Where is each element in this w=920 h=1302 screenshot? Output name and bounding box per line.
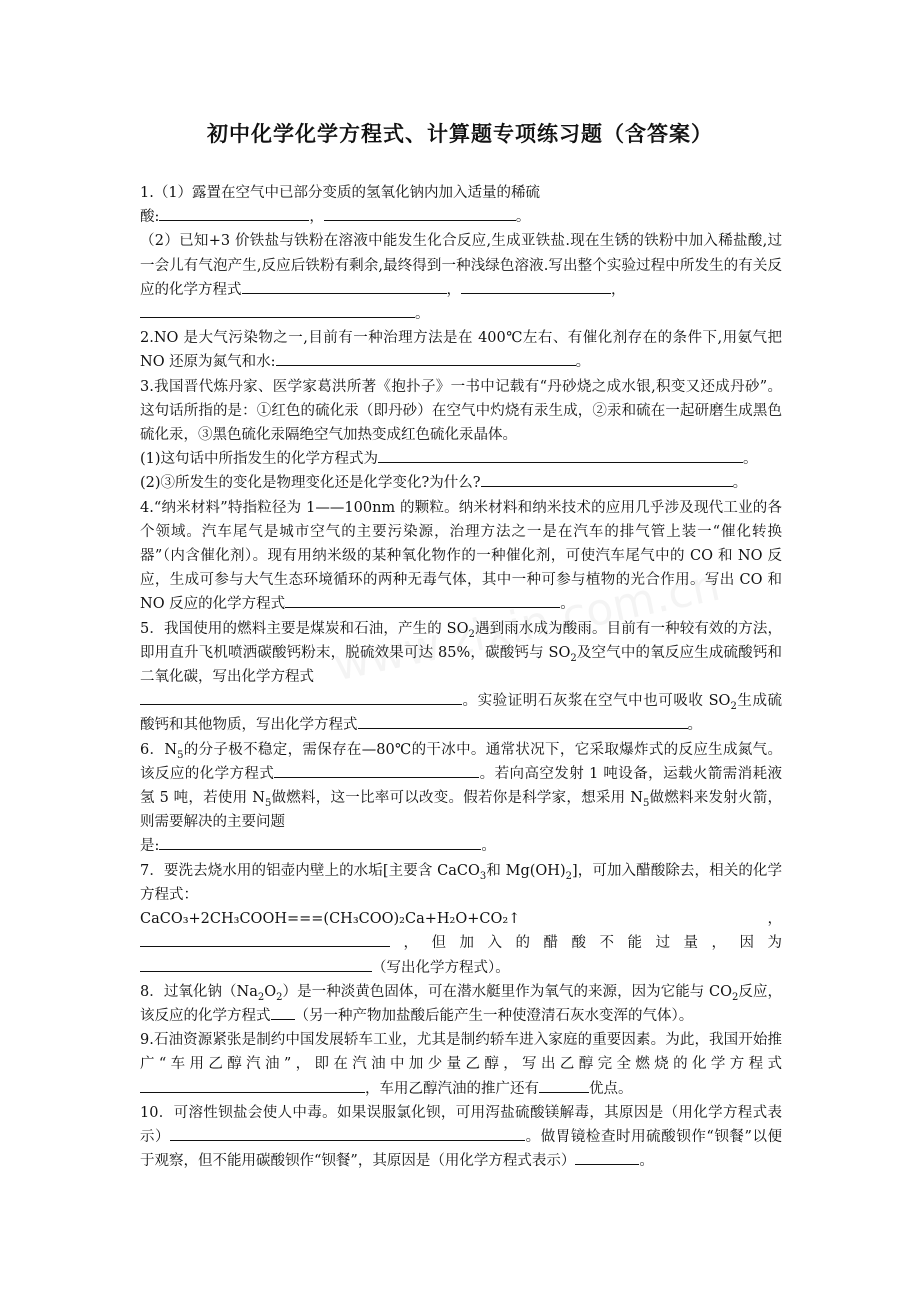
answer-blank[interactable] <box>461 279 611 294</box>
question-2: 2.NO 是大气污染物之一,目前有一种治理方法是在 400℃左右、有催化剂存在的条件下,用氨气把 NO 还原为氮气和水: 。 <box>140 330 782 371</box>
question-list <box>140 181 782 1173</box>
answer-blank[interactable] <box>140 690 462 705</box>
answer-blank[interactable] <box>539 1078 589 1093</box>
answer-blank[interactable] <box>481 472 733 487</box>
question-5: 5．我国使用的燃料主要是煤炭和石油，产生的 $SO_2$遇到雨水成为酸雨。目前有一种较有效的方法，即用直升飞机喷洒碳酸钙粉末，脱硫效果可达 85%，碳酸钙与 $SO_2$及空气中的氧反应生成硫酸钙和二氧化碳，写出化学方程式 。实验证明石灰浆在空气中也可吸收 $SO_2$生成硫酸钙和其他物质，写出化学方程式 。 <box>140 620 783 734</box>
question-3: 3.我国晋代炼丹家、医学家葛洪所著《抱扑子》一书中记载有“丹砂烧之成水银,积变又还成丹砂”。这句话所指的是：①红色的硫化汞（即丹砂）在空气中灼烧有汞生成，②汞和硫在一起研磨生成黑色硫化汞，③黑色硫化汞隔绝空气加热变成红色硫化汞晶体。 (1)这句话中所指发生的化学方程式为 。 (2)③所发生的变化是物理变化还是化学变化?为什么? 。 <box>140 378 782 492</box>
answer-blank[interactable] <box>575 1150 639 1165</box>
question-7: 7．要洗去烧水用的铝壶内壁上的水垢[主要含 CaCO$_3$和 $Mg(OH)_2$]，可加入醋酸除去，相关的化学方程式： CaCO₃+2CH₃COOH===(CH₃COO)₂Ca+H₂O+CO₂↑，，但加入的醋酸不能过量，因为（写出化学方程式）。 <box>140 862 783 976</box>
answer-blank[interactable] <box>140 957 372 972</box>
answer-blank[interactable] <box>140 932 390 947</box>
page-title: 初中化学化学方程式、计算题专项练习题（含答案） <box>207 121 713 146</box>
answer-blank[interactable] <box>242 279 447 294</box>
answer-blank[interactable] <box>276 351 576 366</box>
answer-blank[interactable] <box>358 714 688 729</box>
question-6: 6．$N_5$的分子极不稳定，需保存在—80℃的干冰中。通常状况下，它采取爆炸式的反应生成氮气。该反应的化学方程式 。若向高空发射 1 吨设备，运载火箭需消耗液氢 5 吨，若使用 $N_5$做燃料，这一比率可以改变。假若你是科学家，想采用 $N_5$做燃料来发射火箭，则需要解决的主要问题 是: 。 <box>140 741 783 855</box>
question-8: 8．过氧化钠$(Na_2O_2)$是一种淡黄色固体，可在潜水艇里作为氧气的来源，因为它能与 $CO_2$反应，该反应的化学方程式 （另一种产物加盐酸后能产生一种使澄清石灰水变浑的气体）。 <box>140 983 783 1024</box>
answer-blank[interactable] <box>140 1078 365 1093</box>
answer-blank[interactable] <box>274 763 479 778</box>
answer-blank[interactable] <box>271 1005 295 1020</box>
question-1: 1.（1）露置在空气中已部分变质的氢氧化钠内加入适量的稀硫 酸: ， 。 （2）已知+3 价铁盐与铁粉在溶液中能发生化合反应,生成亚铁盐.现在生锈的铁粉中加入稀盐酸,过一会儿有气泡产生,反应后铁粉有剩余,最终得到一种浅绿色溶液.写出整个实验过程中所发生的有关反应的化学方程式 ， ， 。 <box>140 185 782 323</box>
answer-blank[interactable] <box>285 593 560 608</box>
answer-blank[interactable] <box>159 206 309 221</box>
answer-blank[interactable] <box>140 303 415 318</box>
answer-blank[interactable] <box>159 835 481 850</box>
question-4: 4.“纳米材料”特指粒径为 1——100nm 的颗粒。纳米材料和纳米技术的应用几乎涉及现代工业的各个领域。汽车尾气是城市空气的主要污染源，治理方法之一是在汽车的排气管上装一“催化转换器”（内含催化剂）。现有用纳米级的某种氧化物作的一种催化剂，可使汽车尾气中的 CO 和 NO 反应，生成可参与大气生态环境循环的两种无毒气体，其中一种可参与植物的光合作用。写出 CO 和 NO 反应的化学方程式 。 <box>140 499 782 613</box>
question-10: 10．可溶性钡盐会使人中毒。如果误服氯化钡，可用泻盐硫酸镁解毒，其原因是（用化学方程式表示） 。做胃镜检查时用硫酸钡作“钡餐”以便于观察，但不能用碳酸钡作“钡餐”，其原因是（用化学方程式表示） 。 <box>140 1104 783 1170</box>
question-9: 9.石油资源紧张是制约中国发展轿车工业，尤其是制约轿车进入家庭的重要因素。为此，我国开始推广“车用乙醇汽油”，即在汽油中加少量乙醇，写出乙醇完全燃烧的化学方程式，车用乙醇汽油的推广还有 优点。 <box>140 1032 782 1097</box>
answer-blank[interactable] <box>324 206 516 221</box>
answer-blank[interactable] <box>170 1126 525 1141</box>
answer-blank[interactable] <box>378 448 743 463</box>
